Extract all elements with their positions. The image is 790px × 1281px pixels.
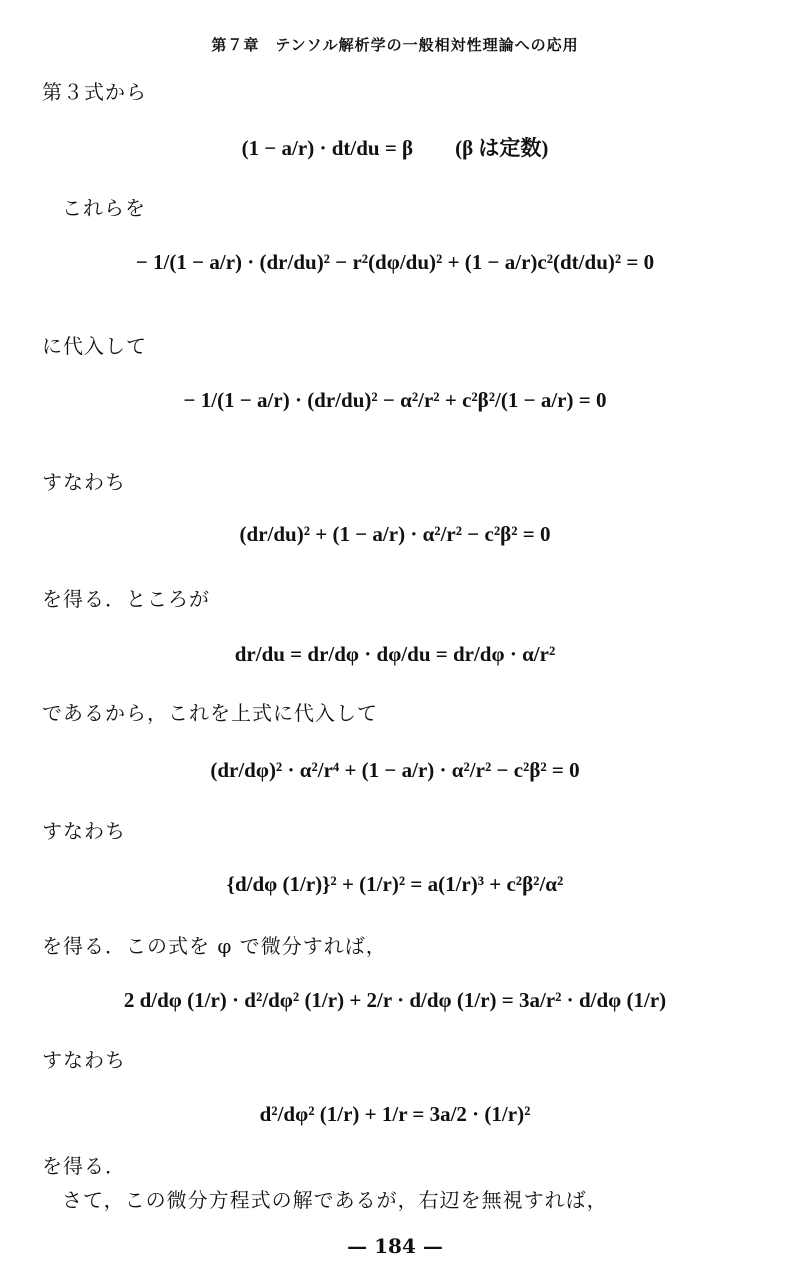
text-line: さて，この微分方程式の解であるが，右辺を無視すれば， [62,1188,608,1212]
text-line: を得る．この式を φ で微分すれば， [42,934,387,958]
equation-5: dr/du = dr/dφ · dφ/du = dr/dφ · α/r² [234,642,556,666]
equation-3: − 1/(1 − a/r) · (dr/du)² − α²/r² + c²β²/(1 − a/r) = 0 [183,388,607,412]
text-line: であるから，これを上式に代入して [42,701,378,725]
text-line: すなわち [42,470,126,494]
equation-6: (dr/dφ)² · α²/r⁴ + (1 − a/r) · α²/r² − c²β² = 0 [210,758,580,782]
equation-1: (1 − a/r) · dt/du = β (β は定数) [241,136,549,160]
text-line: に代入して [42,334,147,358]
equation-9: d²/dφ² (1/r) + 1/r = 3a/2 · (1/r)² [259,1102,531,1126]
text-line: これらを [62,196,146,220]
chapter-header: 第７章 テンソル解析学の一般相対性理論への応用 [211,36,579,54]
text-line: を得る． [42,1154,126,1178]
equation-8: 2 d/dφ (1/r) · d²/dφ² (1/r) + 2/r · d/dφ (1/r) = 3a/r² · d/dφ (1/r) [123,988,667,1012]
equation-2: − 1/(1 − a/r) · (dr/du)² − r²(dφ/du)² + (1 − a/r)c²(dt/du)² = 0 [135,250,655,274]
page-number: — 184 — [347,1234,443,1258]
text-line: すなわち [42,819,126,843]
text-line: 第３式から [42,80,147,104]
text-line: を得る．ところが [42,587,210,611]
text-line: すなわち [42,1048,126,1072]
equation-4: (dr/du)² + (1 − a/r) · α²/r² − c²β² = 0 [239,522,551,546]
equation-7: {d/dφ (1/r)}² + (1/r)² = a(1/r)³ + c²β²/α² [226,872,564,896]
